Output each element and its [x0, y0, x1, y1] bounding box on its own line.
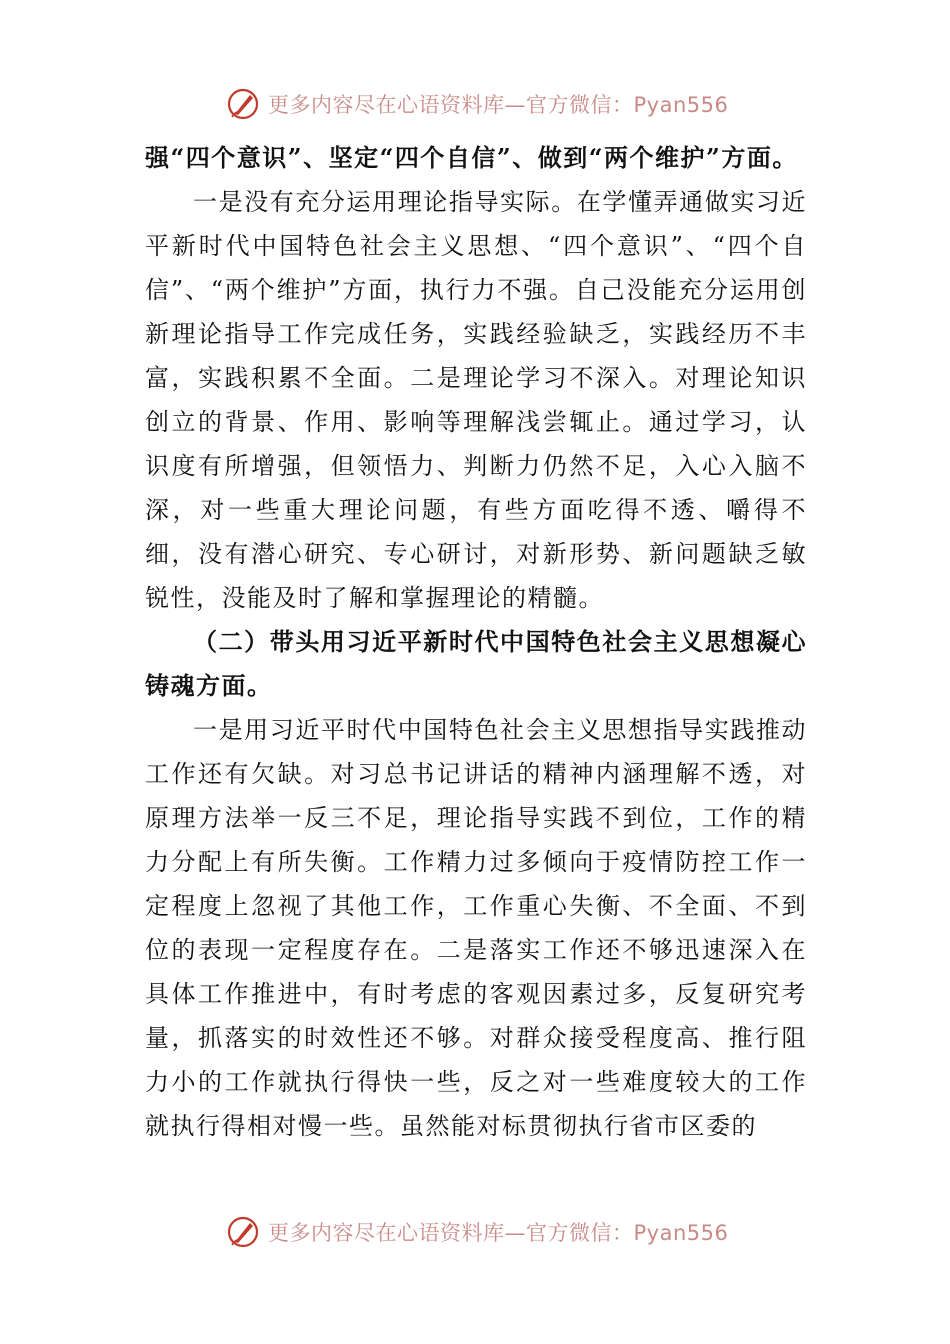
section-heading: （二）带头用习近平新时代中国特色社会主义思想凝心铸魂方面。: [145, 627, 807, 700]
section-heading-continuation: 强“四个意识”、坚定“四个自信”、做到“两个维护”方面。: [145, 143, 798, 172]
document-body: [145, 136, 807, 1148]
body-paragraph: 一是没有充分运用理论指导实际。在学懂弄通做实习近平新时代中国特色社会主义思想、“四个意识”、“四个自信”、“两个维护”方面，执行力不强。自己没能充分运用创新理论指导工作完成任务，实践经验缺乏，实践经历不丰富，实践积累不全面。二是理论学习不深入。对理论知识创立的背景、作用、影响等理解浅尝辄止。通过学习，认识度有所增强，但领悟力、判断力仍然不足，入心入脑不深，对一些重大理论问题，有些方面吃得不透、嚼得不细，没有潜心研究、专心研讨，对新形势、新问题缺乏敏锐性，没能及时了解和掌握理论的精髓。: [145, 188, 807, 612]
quill-pen-logo-icon: [226, 87, 260, 121]
quill-pen-logo-icon: [226, 1215, 260, 1249]
header-watermark-banner: [226, 84, 728, 124]
header-watermark-text: 更多内容尽在心语资料库—官方微信：Pyan556: [268, 93, 729, 117]
body-paragraph: 一是用习近平时代中国特色社会主义思想指导实践推动工作还有欠缺。对习总书记讲话的精神内涵理解不透，对原理方法举一反三不足，理论指导实践不到位，工作的精力分配上有所失衡。工作精力过多倾向于疫情防控工作一定程度上忽视了其他工作，工作重心失衡、不全面、不到位的表现一定程度存在。二是落实工作还不够迅速深入在具体工作推进中，有时考虑的客观因素过多，反复研究考量，抓落实的时效性还不够。对群众接受程度高、推行阻力小的工作就执行得快一些，反之对一些难度较大的工作就执行得相对慢一些。虽然能对标贯彻执行省市区委的: [145, 716, 807, 1140]
footer-watermark-banner: [226, 1212, 728, 1252]
footer-watermark-text: 更多内容尽在心语资料库—官方微信：Pyan556: [268, 1221, 729, 1245]
